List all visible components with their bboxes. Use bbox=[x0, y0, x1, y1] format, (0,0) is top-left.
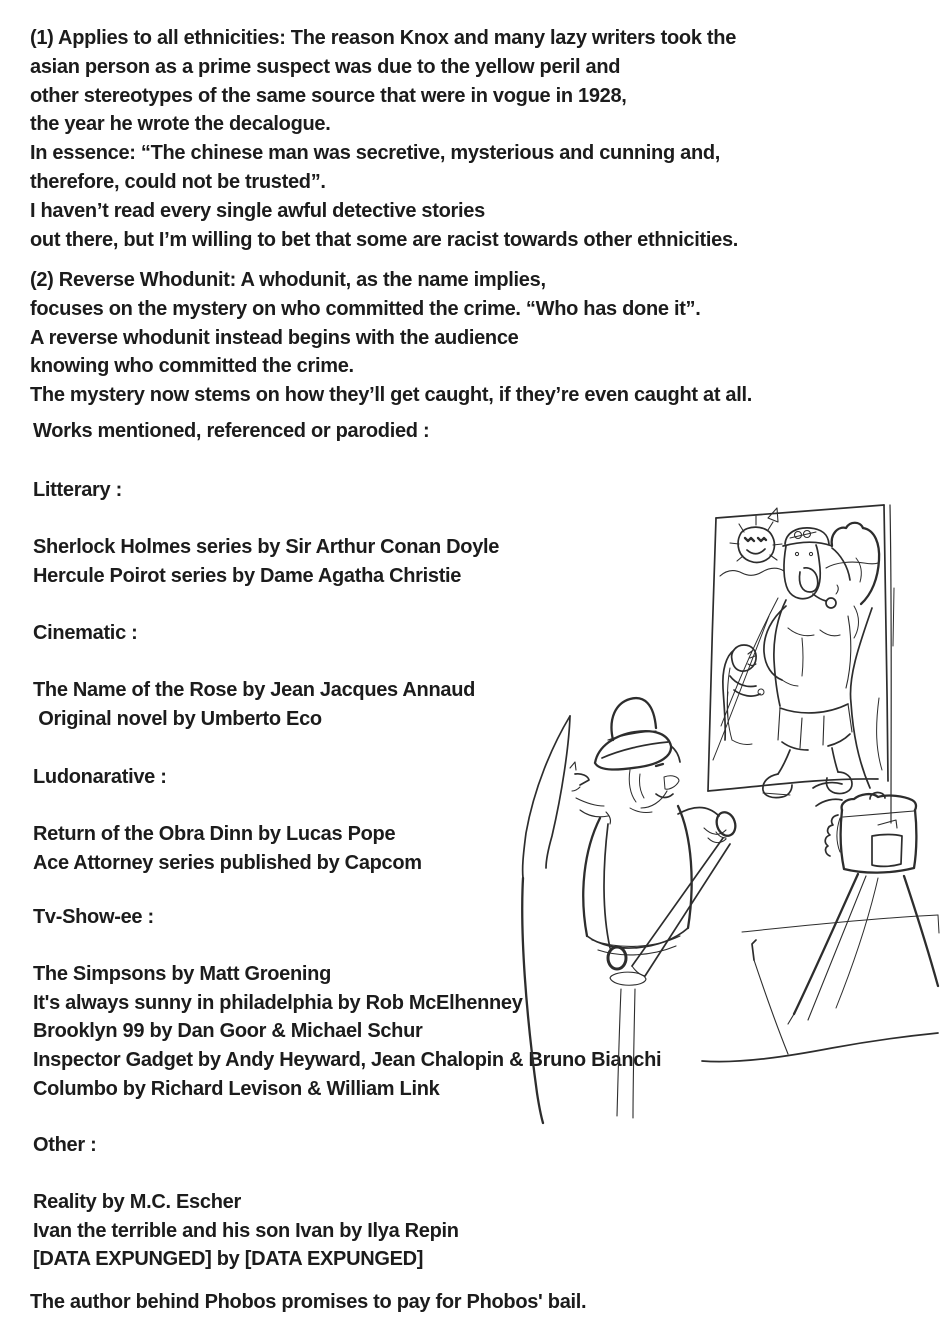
work-item: The Name of the Rose by Jean Jacques Annaud bbox=[33, 678, 476, 701]
closing-note-text: The author behind Phobos promises to pay for Phobos' bail. bbox=[30, 1291, 587, 1313]
admirer-figure bbox=[723, 645, 764, 745]
work-item: It's always sunny in philadelphia by Rob McElhenney bbox=[33, 991, 523, 1014]
poster-frame bbox=[708, 505, 894, 823]
work-item: [DATA EXPUNGED] by [DATA EXPUNGED] bbox=[33, 1248, 424, 1271]
footnote-2-line: A reverse whodunit instead begins with the audience bbox=[30, 326, 519, 349]
poster-background bbox=[713, 562, 878, 760]
section-litterary bbox=[33, 476, 499, 590]
footnote-1-line: out there, but I’m willing to bet that some are racist towards other ethnicities. bbox=[30, 228, 739, 251]
footnote-2-line: knowing who committed the crime. bbox=[30, 355, 354, 378]
sun-face bbox=[730, 508, 782, 562]
footnote-1-line: other stereotypes of the same source that were in vogue in 1928, bbox=[30, 84, 627, 107]
footnote-1-line: I haven’t read every single awful detective stories bbox=[30, 199, 485, 222]
section-heading: Tv-Show-ee : bbox=[33, 906, 154, 928]
work-item: Sherlock Holmes series by Sir Arthur Conan Doyle bbox=[33, 535, 500, 558]
section-heading: Litterary : bbox=[33, 479, 122, 501]
footnote-1-line: therefore, could not be trusted”. bbox=[30, 170, 326, 193]
section-heading: Other : bbox=[33, 1134, 97, 1156]
work-item: Columbo by Richard Levison & William Link bbox=[33, 1077, 440, 1100]
section-heading: Ludonarative : bbox=[33, 766, 167, 788]
section-other bbox=[33, 1131, 459, 1274]
footnote-1-line: the year he wrote the decalogue. bbox=[30, 113, 331, 136]
footnote-2-line: (2) Reverse Whodunit: A whodunit, as the name implies, bbox=[30, 269, 546, 291]
section-ludonarative bbox=[33, 763, 422, 877]
footnote-2 bbox=[30, 266, 752, 410]
camera-on-tripod bbox=[788, 783, 938, 1024]
work-item: The Simpsons by Matt Groening bbox=[33, 962, 331, 985]
closing-note bbox=[30, 1288, 586, 1317]
footnote-2-line: The mystery now stems on how they’ll get caught, if they’re even caught at all. bbox=[30, 384, 753, 407]
work-item: Reality by M.C. Escher bbox=[33, 1190, 241, 1213]
works-header bbox=[33, 417, 429, 446]
footnote-2-line: focuses on the mystery on who committed the crime. “Who has done it”. bbox=[30, 297, 701, 320]
footnote-1-line: asian person as a prime suspect was due to the yellow peril and bbox=[30, 55, 621, 78]
work-item: Original novel by Umberto Eco bbox=[33, 707, 322, 730]
section-heading: Cinematic : bbox=[33, 622, 138, 644]
muscleman-figure bbox=[763, 523, 879, 798]
works-header-text: Works mentioned, referenced or parodied : bbox=[33, 420, 430, 442]
work-item: Hercule Poirot series by Dame Agatha Christie bbox=[33, 564, 462, 587]
footnote-1-line: In essence: “The chinese man was secretive, mysterious and cunning and, bbox=[30, 142, 721, 165]
section-cinematic bbox=[33, 619, 475, 733]
footnote-1-line: (1) Applies to all ethnicities: The reason Knox and many lazy writers took the bbox=[30, 27, 737, 49]
section-tv-show bbox=[33, 903, 661, 1104]
work-item: Inspector Gadget by Andy Heyward, Jean Chalopin & Bruno Bianchi bbox=[33, 1049, 662, 1072]
work-item: Return of the Obra Dinn by Lucas Pope bbox=[33, 822, 396, 845]
table bbox=[702, 915, 939, 1062]
work-item: Ivan the terrible and his son Ivan by Ilya Repin bbox=[33, 1219, 459, 1242]
footnote-1 bbox=[30, 24, 738, 254]
work-item: Ace Attorney series published by Capcom bbox=[33, 851, 422, 874]
work-item: Brooklyn 99 by Dan Goor & Michael Schur bbox=[33, 1020, 423, 1043]
